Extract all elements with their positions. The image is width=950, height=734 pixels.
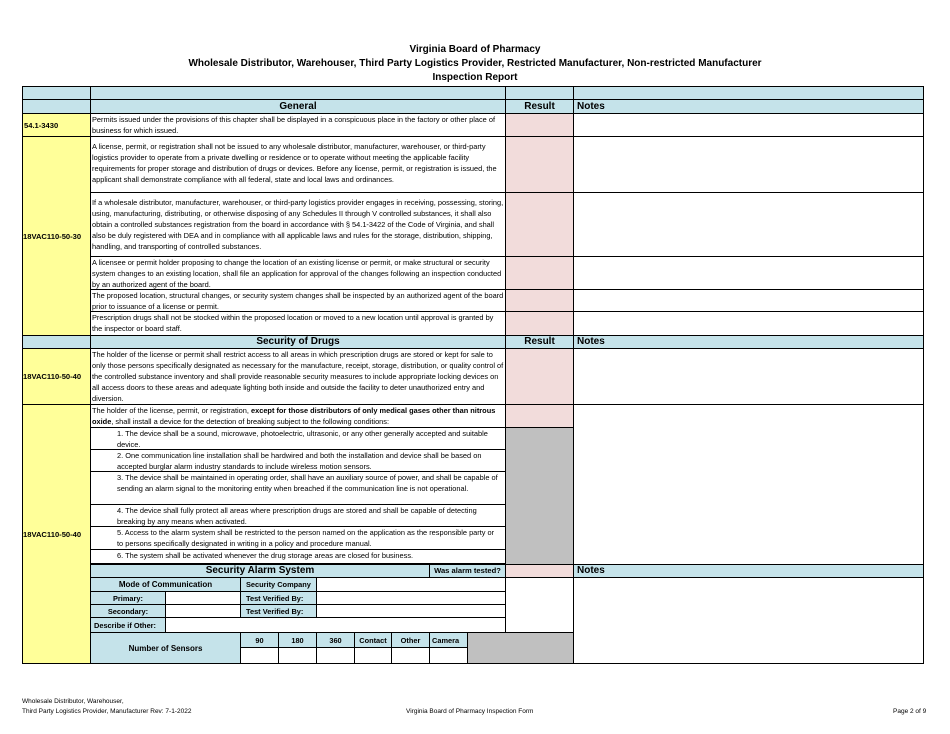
requirement-text-part: The holder of the license, permit, or registration,	[92, 406, 251, 415]
sensor-360-label: 360	[329, 636, 342, 645]
footer-left-line1: Wholesale Distributor, Warehouser,	[22, 698, 124, 705]
result-label: Result	[524, 101, 555, 112]
requirement-text	[90, 405, 506, 427]
other-label: Describe if Other:	[94, 621, 157, 630]
result-cell[interactable]	[505, 113, 574, 137]
condition-item: 4. The device shall fully protect all areas where prescription drugs are stored and shall be capable of detecting breaking by any means when activated.	[117, 506, 477, 526]
result-cell[interactable]	[505, 136, 574, 193]
sensor-180-label: 180	[291, 636, 304, 645]
condition-item: 3. The device shall be maintained in operating order, shall have an auxiliary source of power, and shall be capable of sending an alarm signal to the monitoring entity when breached if the communication line is not operational.	[117, 473, 498, 493]
secondary-input[interactable]	[165, 604, 241, 618]
report-title: Inspection Report	[432, 72, 518, 83]
notes-cell[interactable]	[573, 256, 924, 290]
section-ref-header	[22, 335, 91, 349]
requirement-text: The proposed location, structural changes, or security system changes shall be inspected by an authorized agent of the board prior to issuance of a license or permit.	[92, 291, 504, 311]
result-cell[interactable]	[505, 404, 574, 428]
sensors-label: Number of Sensors	[128, 643, 203, 653]
requirement-text-bold: except for those distributors of only medical gases other than nitrous oxide	[92, 406, 496, 426]
company-input[interactable]	[316, 577, 506, 592]
footer-page-number: Page 2 of 9	[893, 708, 927, 715]
sensor-other-label: Other	[400, 636, 421, 645]
result-label: Result	[524, 336, 555, 347]
sensor-90-label: 90	[255, 636, 264, 645]
form-org-title: Virginia Board of Pharmacy	[409, 44, 541, 55]
result-cell[interactable]	[505, 348, 574, 405]
secondary-label: Secondary:	[107, 607, 149, 616]
blank-header-cell	[573, 86, 924, 100]
footer-center: Virginia Board of Pharmacy Inspection Form	[406, 708, 534, 715]
sensor-180-input[interactable]	[278, 647, 317, 664]
verified-label: Test Verified By:	[246, 594, 304, 603]
notes-cell[interactable]	[573, 192, 924, 257]
section-ref: 18VAC110-50-30	[23, 231, 82, 241]
verified-input[interactable]	[316, 604, 506, 618]
section-ref-header	[22, 99, 91, 114]
notes-cell[interactable]	[573, 348, 924, 405]
sensor-360-input[interactable]	[316, 647, 355, 664]
condition-item: 6. The system shall be activated whenever the drug storage areas are closed for business.	[117, 551, 414, 560]
alarm-tested-label: Was alarm tested?	[434, 566, 501, 575]
form-subtitle: Wholesale Distributor, Warehouser, Third Party Logistics Provider, Restricted Manufacturer, Non-restricted Manufacturer	[188, 58, 762, 69]
notes-cell[interactable]	[573, 311, 924, 336]
result-cell[interactable]	[505, 192, 574, 257]
requirement-text: If a wholesale distributor, manufacturer, warehouser, or third-party logistics provider engages in receiving, possessing, storing, using, manufacturing, distributing, or otherwise disposing of any Schedules II through V controlled substances, it shall also obtain a controlled substances registration from the board in accordance with § 54.1-3422 of the Code of Virginia, and shall also be duly registered with DEA and in compliance with all applicable laws and rules for the storage, distribution, shipping, handling, and transporting of controlled substances.	[92, 198, 504, 251]
notes-label: Notes	[577, 565, 605, 576]
requirement-text-part: , shall install a device for the detection of breaking subject to the following conditions:	[111, 417, 390, 426]
notes-label: Notes	[577, 336, 605, 347]
requirement-text: Prescription drugs shall not be stocked within the proposed location or moved to a new location until approval is granted by the inspector or board staff.	[92, 313, 494, 333]
result-cell[interactable]	[505, 289, 574, 312]
notes-cell[interactable]	[573, 289, 924, 312]
primary-input[interactable]	[165, 591, 241, 605]
verified-input[interactable]	[316, 591, 506, 605]
verified-label: Test Verified By:	[246, 607, 304, 616]
result-cell[interactable]	[505, 577, 574, 633]
result-cell[interactable]	[505, 256, 574, 290]
notes-label: Notes	[577, 101, 605, 112]
notes-cell[interactable]	[573, 404, 924, 565]
notes-cell[interactable]	[573, 113, 924, 137]
condition-item: 2. One communication line installation shall be hardwired and both the installation and device shall be based on accepted burglar alarm industry standards to include wireless motion sensors.	[117, 451, 482, 471]
sensor-camera-input[interactable]	[429, 647, 468, 664]
sensor-other-input[interactable]	[391, 647, 430, 664]
sensor-contact-input[interactable]	[354, 647, 392, 664]
blank-header-cell	[505, 86, 574, 100]
sensor-camera-label: Camera	[432, 636, 460, 645]
general-title: General	[279, 101, 317, 112]
section-ref: 18VAC110-50-40	[23, 372, 82, 381]
result-cell-disabled	[505, 427, 574, 565]
company-label: Security Company	[246, 580, 311, 589]
section-ref: 54.1-3430	[24, 120, 59, 130]
other-input[interactable]	[165, 617, 506, 633]
requirement-text: A license, permit, or registration shall not be issued to any wholesale distributor, manufacturer, warehouser, or third-party logistics provider to operate from a private dwelling or residence or to operate without meeting the applicable facility requirements for proper storage and distribution of drugs or devices. Before any license, permit, or registration is issued, the applicant shall demonstrate compliance with all federal, state and local laws and ordinances.	[92, 142, 497, 184]
mode-label: Mode of Communication	[118, 580, 213, 589]
security-title: Security of Drugs	[256, 336, 340, 347]
notes-cell[interactable]	[573, 136, 924, 193]
condition-item: 5. Access to the alarm system shall be restricted to the person named on the application as the responsible party or to persons specifically designated in writing in a policy and procedure manual.	[117, 528, 495, 548]
section-ref: 18VAC110-50-40	[23, 529, 82, 539]
primary-label: Primary:	[113, 594, 143, 603]
result-cell[interactable]	[505, 311, 574, 336]
disabled-cell	[467, 632, 574, 664]
alarm-title: Security Alarm System	[205, 565, 315, 576]
footer-left-line2: Third Party Logistics Provider, Manufacturer Rev: 7-1-2022	[22, 708, 192, 715]
condition-item: 1. The device shall be a sound, microwave, photoelectric, ultrasonic, or any other generally accepted and suitable device.	[117, 429, 488, 449]
requirement-text: A licensee or permit holder proposing to change the location of an existing license or permit, or make structural or security system changes to an existing location, shall file an application for approval of the changes following an inspection conducted by an authorized agent of the board.	[92, 258, 502, 289]
sensor-contact-label: Contact	[359, 636, 387, 645]
blank-header-cell	[90, 86, 506, 100]
notes-cell[interactable]	[573, 577, 924, 664]
sensor-90-input[interactable]	[240, 647, 279, 664]
blank-header-cell	[22, 86, 91, 100]
result-cell[interactable]	[505, 564, 574, 578]
requirement-text: Permits issued under the provisions of this chapter shall be displayed in a conspicuous place in the factory or other place of business for which issued.	[92, 115, 496, 135]
requirement-text: The holder of the license or permit shall restrict access to all areas in which prescription drugs are stored or kept for sale to only those persons specifically designated as necessary for the manufacture, receipt, storage, distribution, or quality control of the controlled substance inventory and shall provide reasonable security measures to include appropriate locking devices on all access doors to these areas and adequate lighting both inside and outside the facility to deter unauthorized entry and diversion.	[92, 350, 504, 403]
